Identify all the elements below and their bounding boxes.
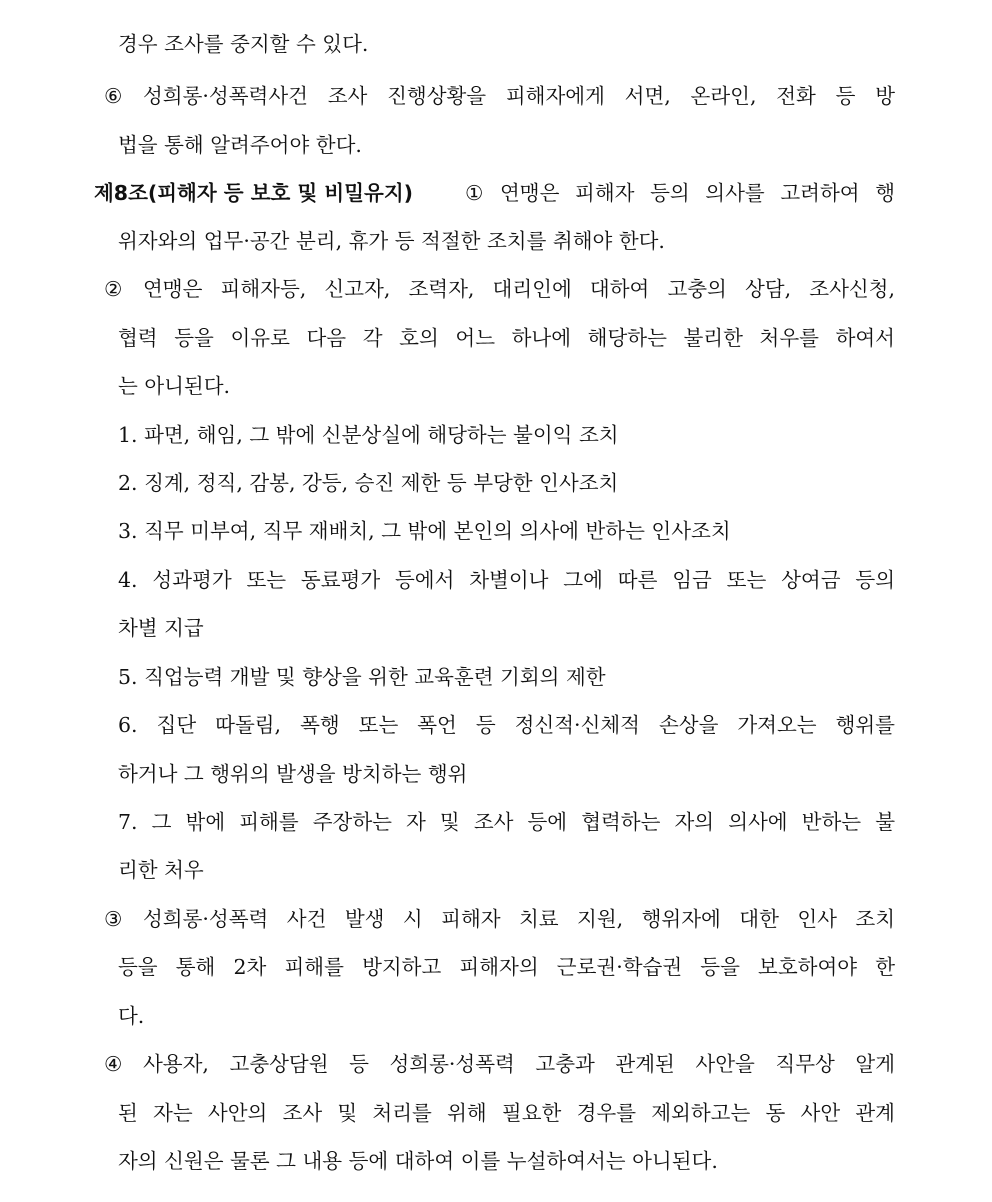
list-item-4-line-1: 4. 성과평가 또는 동료평가 등에서 차별이나 그에 따른 임금 또는 상여금 등의 xyxy=(118,568,895,592)
list-item-6-line-2: 하거나 그 행위의 발생을 방치하는 행위 xyxy=(118,762,468,786)
clause-6-line-1: 성희롱·성폭력사건 조사 진행상황을 피해자에게 서면, 온라인, 전화 등 방 xyxy=(143,84,895,108)
article-8-p3-line-3: 다. xyxy=(118,1004,145,1028)
article-8-p4-marker: ④ xyxy=(104,1052,123,1076)
list-item-7-line-2: 리한 처우 xyxy=(118,858,204,882)
article-8-p2-line-1: 연맹은 피해자등, 신고자, 조력자, 대리인에 대하여 고충의 상담, 조사신청, xyxy=(143,277,895,301)
list-item-3: 3. 직무 미부여, 직무 재배치, 그 밖에 본인의 의사에 반하는 인사조치 xyxy=(118,519,731,543)
article-8-p2-line-3: 는 아니된다. xyxy=(118,374,231,398)
list-item-4-line-2: 차별 지급 xyxy=(118,616,204,640)
article-8-p4-line-1: 사용자, 고충상담원 등 성희롱·성폭력 고충과 관계된 사안을 직무상 알게 xyxy=(143,1052,895,1076)
list-item-1: 1. 파면, 해임, 그 밖에 신분상실에 해당하는 불이익 조치 xyxy=(118,423,619,447)
list-item-2: 2. 징계, 정직, 감봉, 강등, 승진 제한 등 부당한 인사조치 xyxy=(118,471,619,495)
article-8-p1-line-1: 연맹은 피해자 등의 의사를 고려하여 행 xyxy=(500,181,895,205)
article-8-p2-line-2: 협력 등을 이유로 다음 각 호의 어느 하나에 해당하는 불리한 처우를 하여서 xyxy=(118,326,895,350)
article-8-p3-marker: ③ xyxy=(104,907,123,931)
article-8-title: 제8조(피해자 등 보호 및 비밀유지) xyxy=(94,181,413,205)
article-8-p3-line-2: 등을 통해 2차 피해를 방지하고 피해자의 근로권·학습권 등을 보호하여야 한 xyxy=(118,955,895,979)
prev-clause-line: 경우 조사를 중지할 수 있다. xyxy=(118,32,369,56)
list-item-7-line-1: 7. 그 밖에 피해를 주장하는 자 및 조사 등에 협력하는 자의 의사에 반하는 불 xyxy=(118,810,895,834)
clause-6-line-2: 법을 통해 알려주어야 한다. xyxy=(118,133,362,157)
list-item-6-line-1: 6. 집단 따돌림, 폭행 또는 폭언 등 정신적·신체적 손상을 가져오는 행위를 xyxy=(118,713,895,737)
article-8-p3-line-1: 성희롱·성폭력 사건 발생 시 피해자 치료 지원, 행위자에 대한 인사 조치 xyxy=(143,907,895,931)
list-item-5: 5. 직업능력 개발 및 향상을 위한 교육훈련 기회의 제한 xyxy=(118,665,606,689)
article-8-p4-line-3: 자의 신원은 물론 그 내용 등에 대하여 이를 누설하여서는 아니된다. xyxy=(118,1149,718,1173)
clause-6-marker: ⑥ xyxy=(104,84,123,108)
article-8-p1-line-2: 위자와의 업무·공간 분리, 휴가 등 적절한 조치를 취해야 한다. xyxy=(118,229,665,253)
article-8-p1-marker: ① xyxy=(465,181,484,205)
article-8-p4-line-2: 된 자는 사안의 조사 및 처리를 위해 필요한 경우를 제외하고는 동 사안 관계 xyxy=(118,1101,895,1125)
article-8-p2-marker: ② xyxy=(104,277,123,301)
